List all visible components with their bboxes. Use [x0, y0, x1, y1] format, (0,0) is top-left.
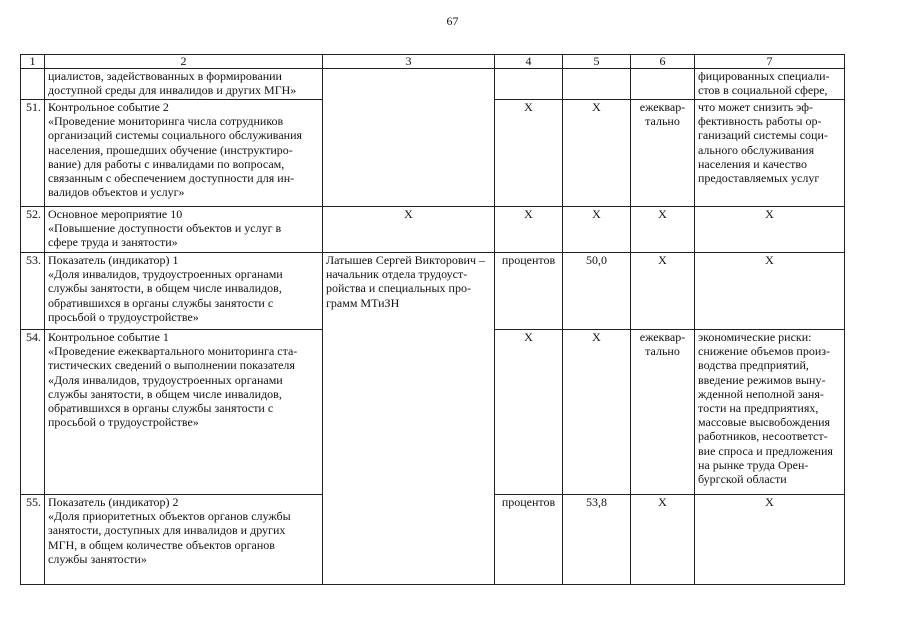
text-line: Основное мероприятие 10 [48, 207, 183, 221]
text-line: циалистов, задействованных в формировании [48, 69, 282, 83]
unit-cell: процентов [495, 495, 563, 585]
text-line: что может снизить эф- [698, 100, 814, 114]
text-line: фективность работы ор- [698, 114, 822, 129]
text-line: бургской области [698, 472, 787, 487]
text-line: ежеквар- [639, 100, 686, 114]
text-line: тально [645, 114, 680, 129]
text-line: службы занятости, в общем числе инвалидов, [48, 386, 282, 401]
risk-cell [695, 100, 845, 207]
row-number: 51. [21, 100, 45, 207]
header-row [21, 55, 845, 69]
period-cell [631, 69, 695, 100]
row-number: 52. [21, 207, 45, 253]
risk-cell [695, 69, 845, 100]
text-line: Латышев Сергей Викторович – [326, 253, 485, 267]
text-line: Показатель (индикатор) 1 [48, 253, 179, 267]
text-line: грамм МТиЗН [326, 295, 400, 310]
row-number [21, 69, 45, 100]
header-cell: 4 [495, 55, 563, 69]
text-line: предоставляемых услуг [698, 171, 820, 186]
text-line: ального обслуживания [698, 142, 815, 157]
period-cell: X [631, 253, 695, 330]
text-line: обратившихся в органы службы занятости с [48, 295, 274, 310]
text-line: службы занятости» [48, 551, 147, 566]
text-line: «Повышение доступности объектов и услуг в [48, 221, 282, 236]
row-number: 54. [21, 330, 45, 495]
text-line: фицированных специали- [698, 69, 830, 83]
text-line: просьбой о трудоустройстве» [48, 309, 199, 324]
text-line: начальник отдела трудоуст- [326, 267, 468, 282]
table-row [21, 253, 845, 330]
text-line: сфере труда и занятости» [48, 235, 178, 250]
text-line: Показатель (индикатор) 2 [48, 495, 179, 509]
value-cell: X [563, 207, 631, 253]
text-line: Контрольное событие 1 [48, 330, 169, 344]
text-line: «Доля приоритетных объектов органов службы [48, 509, 291, 524]
text-line: работников, несоответст- [698, 429, 828, 444]
risk-cell: X [695, 495, 845, 585]
period-cell: X [631, 495, 695, 585]
value-cell: X [563, 100, 631, 207]
period-cell [631, 330, 695, 495]
row-description [45, 207, 323, 253]
responsible-cell [323, 69, 495, 207]
text-line: ройства и специальных про- [326, 281, 471, 296]
text-line: водства предприятий, [698, 358, 809, 373]
row-description [45, 69, 323, 100]
value-cell: 53,8 [563, 495, 631, 585]
responsible-cell: X [323, 207, 495, 253]
value-cell: X [563, 330, 631, 495]
text-line: тистических сведений о выполнении показателя [48, 358, 295, 373]
text-line: МГН, в общем количестве объектов органов [48, 537, 275, 552]
text-line: тости на предприятиях, [698, 401, 819, 416]
value-cell: 50,0 [563, 253, 631, 330]
text-line: связанным с обеспечением доступности для ин- [48, 171, 295, 186]
text-line: «Доля инвалидов, трудоустроенных органами [48, 372, 283, 387]
text-line: «Проведение ежеквартального мониторинга ста- [48, 344, 298, 359]
text-line: «Доля инвалидов, трудоустроенных органами [48, 267, 283, 282]
text-line: населения и качество [698, 156, 807, 171]
row-description [45, 495, 323, 585]
text-line: занятости, доступных для инвалидов и других [48, 523, 286, 538]
header-cell: 7 [695, 55, 845, 69]
text-line: обратившихся в органы службы занятости с [48, 401, 274, 416]
row-description [45, 253, 323, 330]
unit-cell: X [495, 100, 563, 207]
header-cell: 6 [631, 55, 695, 69]
text-line: введение режимов выну- [698, 372, 826, 387]
period-cell: X [631, 207, 695, 253]
row-description [45, 330, 323, 495]
text-line: массовые высвобождения [698, 415, 831, 430]
text-line: ежеквар- [639, 330, 686, 344]
text-line: снижение объемов произ- [698, 344, 830, 359]
text-line: доступной среды для инвалидов и других МГН» [48, 83, 297, 98]
unit-cell [495, 69, 563, 100]
text-line: стов в социальной сфере, [698, 83, 828, 98]
page-number: 67 [446, 14, 459, 28]
text-line: службы занятости, в общем числе инвалидов, [48, 281, 282, 296]
program-table [20, 54, 845, 585]
text-line: просьбой о трудоустройстве» [48, 415, 199, 430]
text-line: жденной неполной заня- [698, 386, 824, 401]
responsible-cell [323, 253, 495, 585]
text-line: на рынке труда Орен- [698, 457, 809, 472]
header-cell: 5 [563, 55, 631, 69]
period-cell [631, 100, 695, 207]
text-line: ганизаций системы соци- [698, 128, 828, 143]
unit-cell: X [495, 207, 563, 253]
unit-cell: процентов [495, 253, 563, 330]
text-line: Контрольное событие 2 [48, 100, 169, 114]
table-row [21, 207, 845, 253]
table-row [21, 69, 845, 100]
risk-cell: X [695, 207, 845, 253]
text-line: экономические риски: [698, 330, 812, 344]
row-number: 55. [21, 495, 45, 585]
text-line: вие спроса и предложения [698, 443, 833, 458]
row-description [45, 100, 323, 207]
unit-cell: X [495, 330, 563, 495]
text-line: валидов объектов и услуг» [48, 185, 185, 200]
risk-cell: X [695, 253, 845, 330]
row-number: 53. [21, 253, 45, 330]
header-cell: 2 [45, 55, 323, 69]
text-line: населения, прошедших обучение (инструктиро- [48, 142, 293, 157]
risk-cell [695, 330, 845, 495]
value-cell [563, 69, 631, 100]
text-line: «Проведение мониторинга числа сотрудников [48, 114, 284, 129]
text-line: организаций системы социального обслуживания [48, 128, 303, 143]
text-line: тально [645, 344, 680, 359]
header-cell: 1 [21, 55, 45, 69]
text-line: вание) для работы с инвалидами по вопросам, [48, 156, 285, 171]
header-cell: 3 [323, 55, 495, 69]
